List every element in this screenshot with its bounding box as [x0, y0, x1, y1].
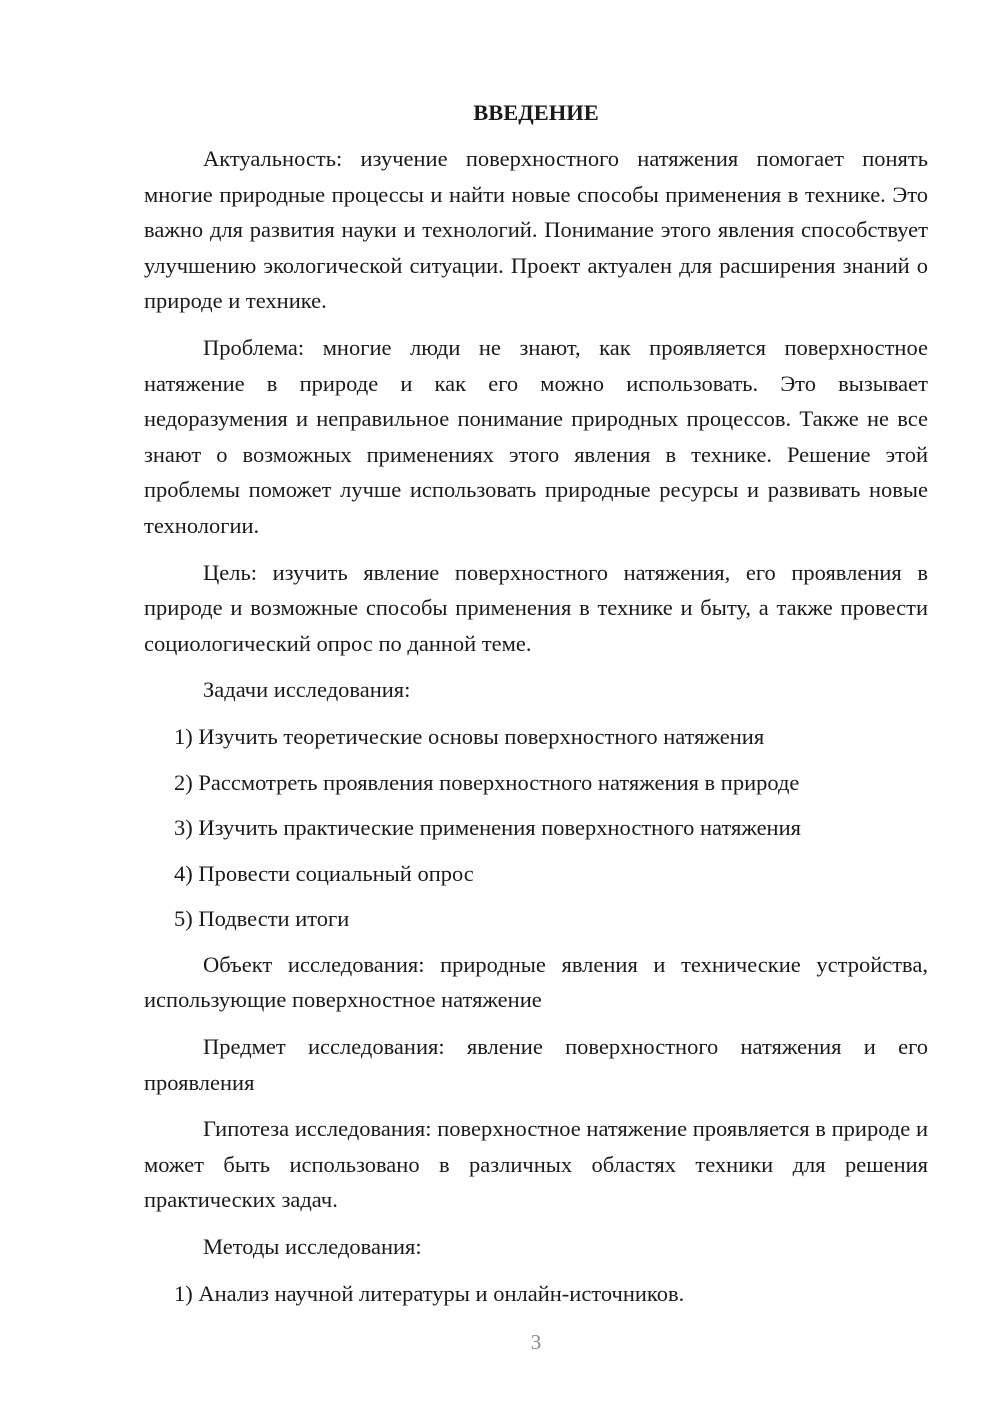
- list-item: 2) Рассмотреть проявления поверхностного натяжения в природе: [174, 769, 800, 795]
- problem-paragraph: Проблема: многие люди не знают, как проявляется поверхностное натяжение в природе и как его можно использовать. Это вызывает недоразумения и неправильное понимание природных процессов. Также не все знают о возможных применениях этого явления в технике. Решение этой проблемы поможет лучше использовать природные ресурсы и развивать новые технологии.: [144, 334, 928, 538]
- list-item: 4) Провести социальный опрос: [174, 860, 474, 886]
- object-paragraph: Объект исследования: природные явления и технические устройства, использующие поверхностное натяжение: [144, 951, 928, 1013]
- list-item: 3) Изучить практические применения поверхностного натяжения: [174, 815, 801, 841]
- hypothesis-paragraph: Гипотеза исследования: поверхностное натяжение проявляется в природе и может быть использовано в различных областях техники для решения практических задач.: [144, 1116, 928, 1213]
- tasks-heading: Задачи исследования:: [203, 677, 411, 703]
- section-title: ВВЕДЕНИЕ: [473, 100, 599, 125]
- page-number: 3: [530, 1330, 542, 1354]
- goal-paragraph: Цель: изучить явление поверхностного натяжения, его проявления в природе и возможные способы применения в технике и быту, а также провести социологический опрос по данной теме.: [144, 559, 928, 656]
- list-item: 1) Анализ научной литературы и онлайн-источников.: [174, 1280, 685, 1306]
- list-item: 1) Изучить теоретические основы поверхностного натяжения: [174, 723, 765, 749]
- methods-heading: Методы исследования:: [203, 1234, 422, 1260]
- page-content: [144, 95, 928, 1321]
- relevance-paragraph: Актуальность: изучение поверхностного натяжения помогает понять многие природные процессы и найти новые способы применения в технике. Это важно для развития науки и технологий. Понимание этого явления способствует улучшению экологической ситуации. Проект актуален для расширения знаний о природе и технике.: [144, 146, 928, 314]
- subject-paragraph: Предмет исследования: явление поверхностного натяжения и его проявления: [144, 1034, 928, 1095]
- list-item: 5) Подвести итоги: [174, 906, 350, 932]
